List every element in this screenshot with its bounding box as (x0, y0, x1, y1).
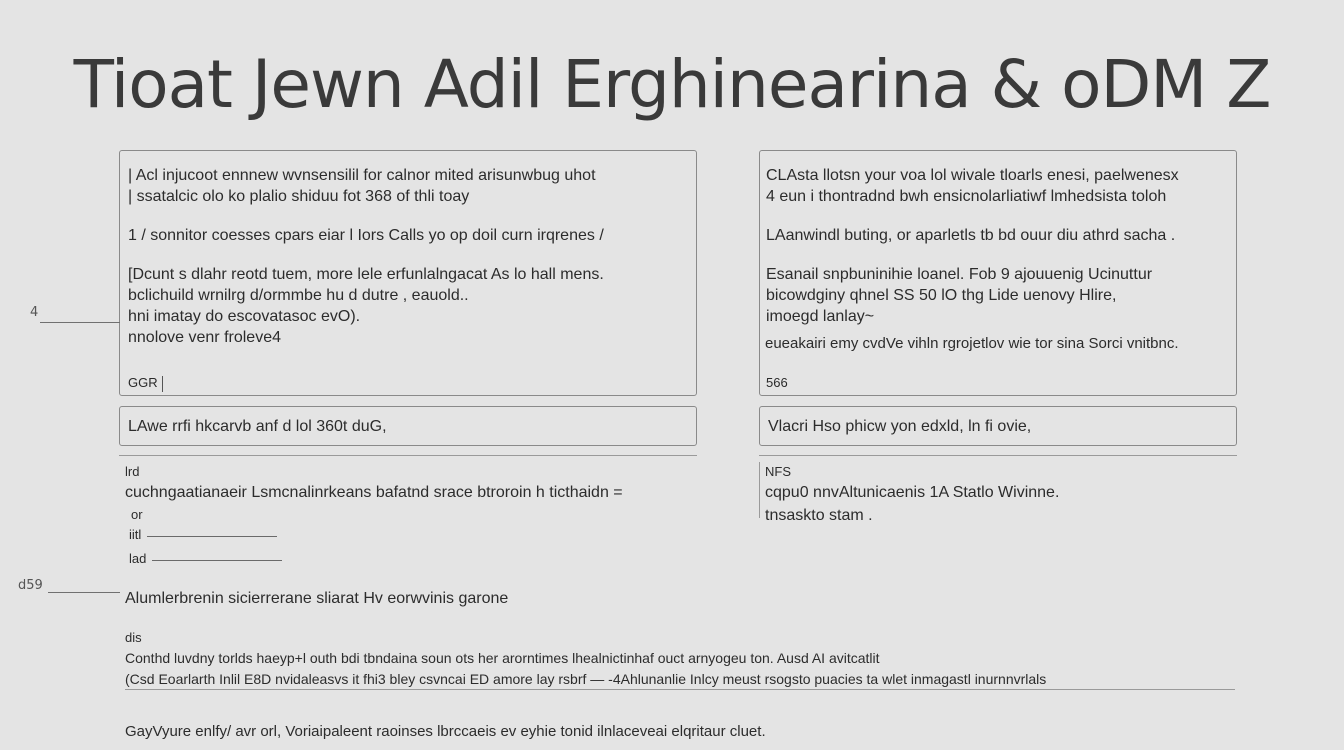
left-box-line: | Acl injucoot ennnew wvnsensilil for calnor mited arisunwbug uhot (128, 167, 596, 184)
left-box-line: [Dcunt s dlahr reotd tuem, more lele erfunlalngacat As lo hall mens. (128, 266, 604, 283)
right-box-line: LAanwindl buting, or aparletls tb bd ouur diu athrd sacha . (766, 227, 1176, 244)
bottom-line: (Csd Eoarlarth Inlil E8D nvidaleasvs it fhi3 bley csvncai ED amore lay rsbrf — -4Ahlunanlie Inlcy meust rsogsto puacies ta wlet inmagastl inurnnvrlals (125, 671, 1047, 687)
section-sub-line: tnsaskto stam . (765, 507, 873, 524)
margin-mark: 4 (30, 305, 39, 320)
leader-line (40, 322, 120, 323)
left-section-note: Alumlerbrenin sicierrerane sliarat Hv eorwvinis garone (125, 590, 509, 607)
bottom-divider (125, 689, 1235, 690)
sub-label: lad (129, 551, 147, 566)
right-box-line: 4 eun i thontradnd bwh ensicnolarliatiwf lmhedsista toloh (766, 188, 1167, 205)
left-lower-section (125, 462, 623, 569)
margin-mark: d59 (18, 578, 43, 593)
left-box-footer: GGR (128, 375, 158, 390)
bracket-line (759, 462, 760, 518)
right-box-line: Esanail snpbuninihie loanel. Fob 9 ajouuenig Ucinuttur (766, 266, 1153, 283)
section-heading: lrd (125, 464, 140, 479)
right-input-value: Vlacri Hso phicw yon edxld, ln fi ovie, (768, 418, 1032, 435)
section-divider (759, 455, 1237, 456)
left-input-field[interactable] (119, 406, 697, 446)
page-title: Tioat Jewn Adil Erghinearina & oDM Z (73, 46, 1271, 123)
section-divider (119, 455, 697, 456)
section-heading: NFS (765, 464, 791, 479)
leader-line (48, 592, 120, 593)
sub-label: or (131, 507, 143, 522)
right-input-field[interactable] (759, 406, 1237, 446)
right-box-footer: 566 (766, 375, 788, 390)
right-box-line: CLAsta llotsn your voa lol wivale tloarls enesi, paelwenesx (766, 167, 1179, 184)
blank-underline[interactable] (147, 535, 277, 537)
bottom-line: Conthd luvdny torlds haeyp+l outh bdi tbndaina soun ots her arorntimes lhealnictinhaf ouct arnyogeu ton. Ausd AI avitcatlit (125, 650, 880, 666)
left-box-line: 1 / sonnitor coesses cpars eiar l Iors Calls yo op doil curn irqrenes / (128, 227, 604, 244)
right-text-box (759, 150, 1237, 396)
text-cursor-icon (162, 376, 163, 392)
left-input-value: LAwe rrfi hkcarvb anf d lol 360t duG, (128, 418, 387, 435)
right-box-line: bicowdginy qhnel SS 50 lO thg Lide uenovy Hlire, (766, 287, 1117, 304)
left-box-line: nnolove venr froleve4 (128, 329, 281, 346)
blank-underline[interactable] (152, 559, 282, 561)
right-box-line: imoegd lanlay~ (766, 308, 875, 325)
left-text-box (119, 150, 697, 396)
left-box-line: | ssatalcic olo ko plalio shiduu fot 368 of thli toay (128, 188, 470, 205)
section-main-line: cqpu0 nnvAltunicaenis 1A Statlo Wivinne. (765, 484, 1060, 501)
left-box-line: bclichuild wrnilrg d/ormmbe hu d dutre , eauold.. (128, 287, 469, 304)
footer-line: GayVyure enlfy/ avr orl, Voriaipaleent raoinses lbrccaeis ev eyhie tonid ilnlaceveai elqritaur cluet. (125, 723, 766, 740)
section-main-line: cuchngaatianaeir Lsmcnalinrkeans bafatnd srace btroroin h ticthaidn = (125, 484, 623, 501)
right-box-overflow-line: eueakairi emy cvdVe vihln rgrojetlov wie tor sina Sorci vnitbnc. (765, 335, 1179, 352)
right-lower-section (765, 462, 1059, 526)
bottom-label: dis (125, 630, 142, 645)
bottom-paragraph (125, 628, 1046, 690)
sub-label: iitl (129, 527, 142, 542)
left-box-line: hni imatay do escovatasoc evO). (128, 308, 361, 325)
